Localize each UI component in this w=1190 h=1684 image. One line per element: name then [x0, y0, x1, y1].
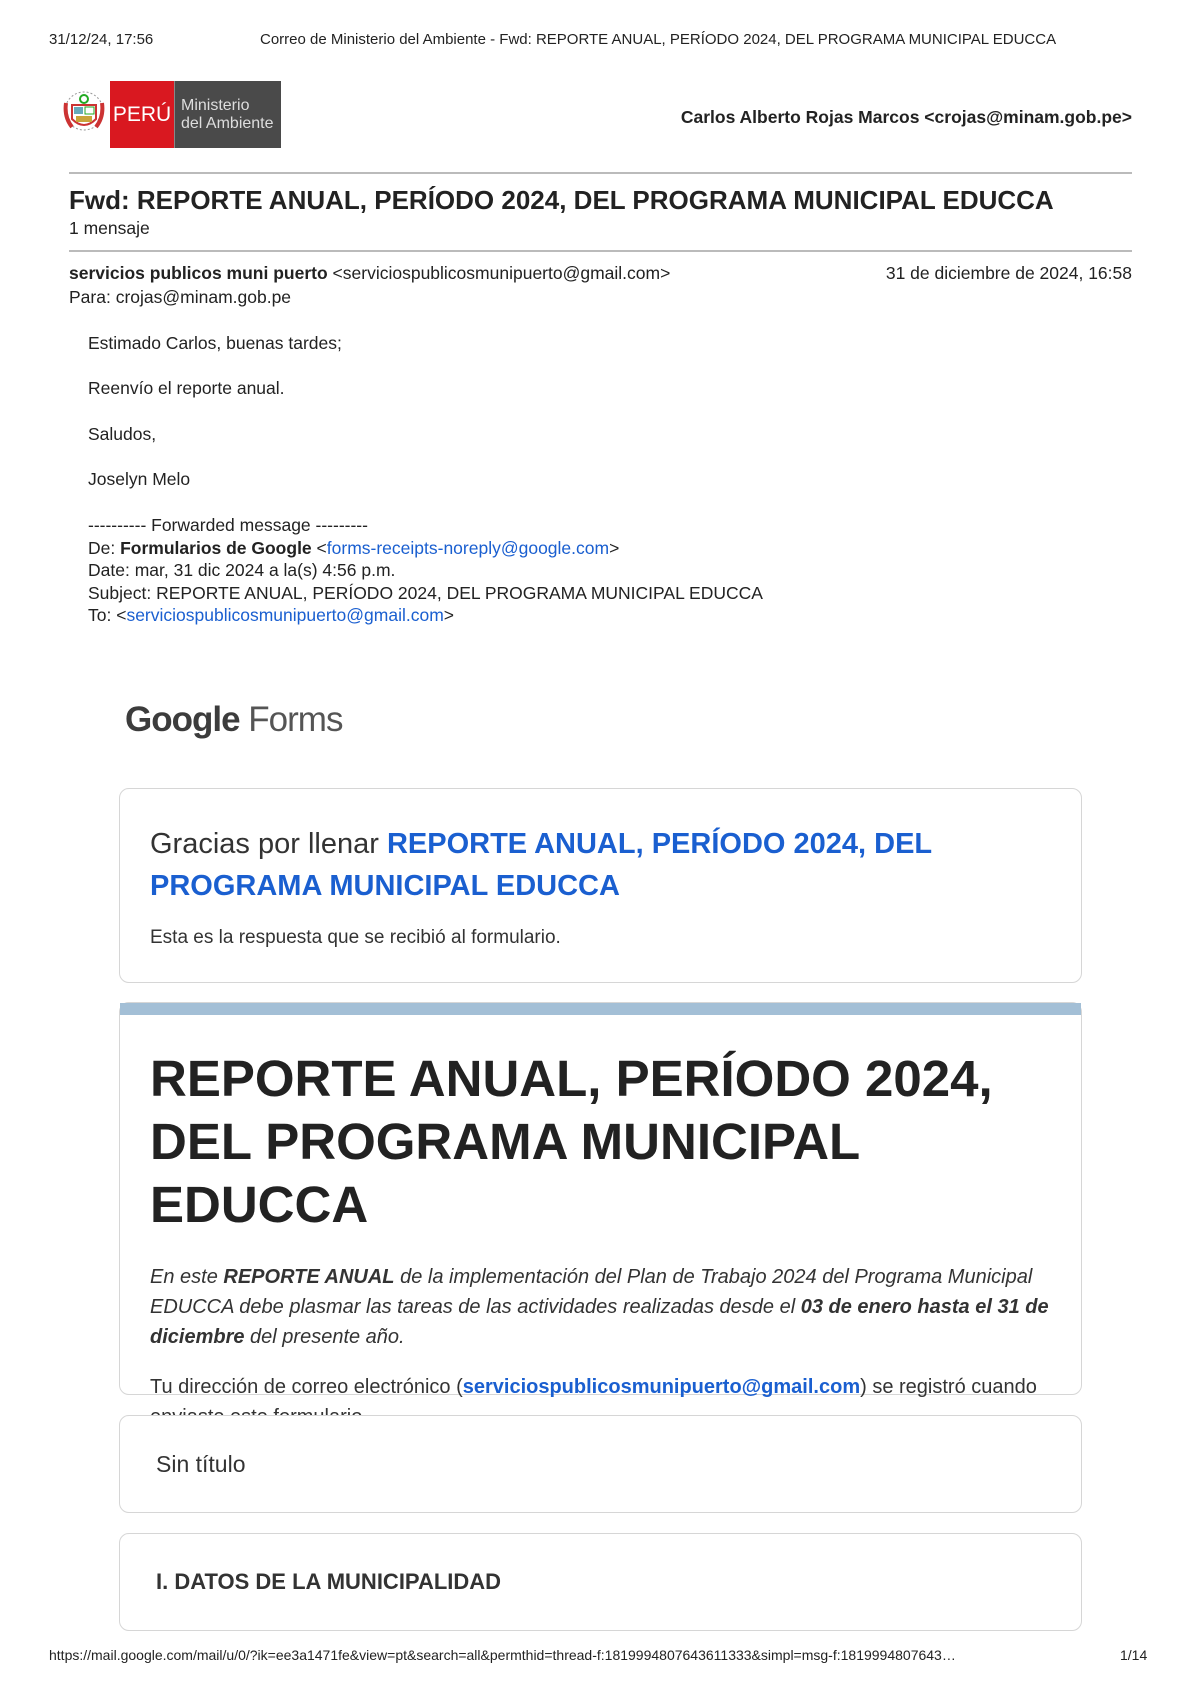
desc-bold: 03 de enero hasta el 31 de diciembre [150, 1296, 1049, 1348]
section-untitled: Sin título [119, 1415, 1082, 1513]
logo-line1: Ministerio [181, 96, 250, 114]
fwd-from: De: Formularios de Google <forms-receipts-noreply@google.com> [88, 538, 620, 558]
thanks-heading [150, 823, 1051, 907]
body-line: Reenvío el reporte anual. [88, 378, 285, 398]
message-date: 31 de diciembre de 2024, 16:58 [885, 263, 1132, 283]
body-line: Estimado Carlos, buenas tardes; [88, 333, 342, 353]
sender-email: <serviciospublicosmunipuerto@gmail.com> [332, 263, 671, 283]
divider [69, 172, 1132, 174]
fwd-from-label: De: [88, 538, 121, 558]
fwd-to-email-link[interactable]: serviciospublicosmunipuerto@gmail.com [126, 605, 444, 625]
google-forms-logo [125, 700, 342, 740]
desc-bold: REPORTE ANUAL [223, 1266, 395, 1288]
sender-name: servicios publicos muni puerto [69, 263, 328, 283]
logo-google: Google [125, 700, 240, 739]
form-title-link[interactable]: REPORTE ANUAL, PERÍODO 2024, DEL PROGRAMA MUNICIPAL EDUCCA [150, 828, 932, 902]
body-line: Joselyn Melo [88, 469, 191, 489]
respondent-email-link[interactable]: serviciospublicosmunipuerto@gmail.com [462, 1376, 861, 1398]
footer-url: https://mail.google.com/mail/u/0/?ik=ee3a1471fe&view=pt&search=all&permthid=thread-f:1819994807643611333&simpl=msg-f:1819994807643… [49, 1647, 956, 1663]
logo-ministry [174, 81, 281, 148]
desc-text: de la implementación del Plan de Trabajo 2024 del Programa Municipal EDUCCA debe plasmar las tareas de las actividades realizadas desde el [150, 1266, 1033, 1318]
thanks-card [119, 788, 1082, 983]
note-text: Tu dirección de correo electrónico ( [150, 1376, 463, 1398]
divider [69, 250, 1132, 252]
fwd-to-label: To: [88, 605, 117, 625]
body-line: Saludos, [88, 424, 157, 444]
logo-forms: Forms [248, 700, 343, 739]
message-count: 1 mensaje [69, 218, 150, 238]
logo-line2: del Ambiente [181, 114, 274, 132]
thread-subject: Fwd: REPORTE ANUAL, PERÍODO 2024, DEL PROGRAMA MUNICIPAL EDUCCA [69, 185, 1054, 215]
account-name: Carlos Alberto Rojas Marcos <crojas@minam.gob.pe> [680, 107, 1132, 127]
note-text: ) se registró cuando [860, 1376, 1037, 1398]
fwd-to: To: <serviciospublicosmunipuerto@gmail.com> [88, 605, 455, 625]
fwd-subject: Subject: REPORTE ANUAL, PERÍODO 2024, DEL PROGRAMA MUNICIPAL EDUCCA [88, 583, 763, 603]
thanks-prefix: Gracias por llenar [150, 828, 387, 860]
form-header-card [119, 1002, 1082, 1398]
page-number: 1/14 [1120, 1647, 1148, 1663]
fwd-from-email-link[interactable]: forms-receipts-noreply@google.com [326, 538, 610, 558]
ministry-logo [62, 81, 281, 148]
section-datos-municipalidad: I. DATOS DE LA MUNICIPALIDAD [119, 1533, 1082, 1631]
thanks-subtitle: Esta es la respuesta que se recibió al formulario. [150, 927, 561, 948]
print-title: Correo de Ministerio del Ambiente - Fwd: REPORTE ANUAL, PERÍODO 2024, DEL PROGRAMA MUNICIPAL EDUCCA [260, 31, 1057, 48]
sender [69, 263, 670, 284]
form-description [150, 1262, 1051, 1352]
fwd-separator: ---------- Forwarded message --------- [88, 515, 368, 535]
logo-peru: PERÚ [110, 81, 174, 148]
fwd-from-name: Formularios de Google [120, 538, 312, 558]
print-datetime: 31/12/24, 17:56 [49, 31, 154, 48]
fwd-date: Date: mar, 31 dic 2024 a la(s) 4:56 p.m. [88, 560, 396, 580]
card-accent-bar [120, 1003, 1081, 1015]
form-title: REPORTE ANUAL, PERÍODO 2024, DEL PROGRAMA MUNICIPAL EDUCCA [150, 1050, 993, 1233]
recipient: Para: crojas@minam.gob.pe [69, 287, 292, 307]
peru-crest-icon [62, 81, 106, 148]
desc-text: En este [150, 1266, 224, 1288]
desc-text: del presente año. [244, 1326, 405, 1348]
